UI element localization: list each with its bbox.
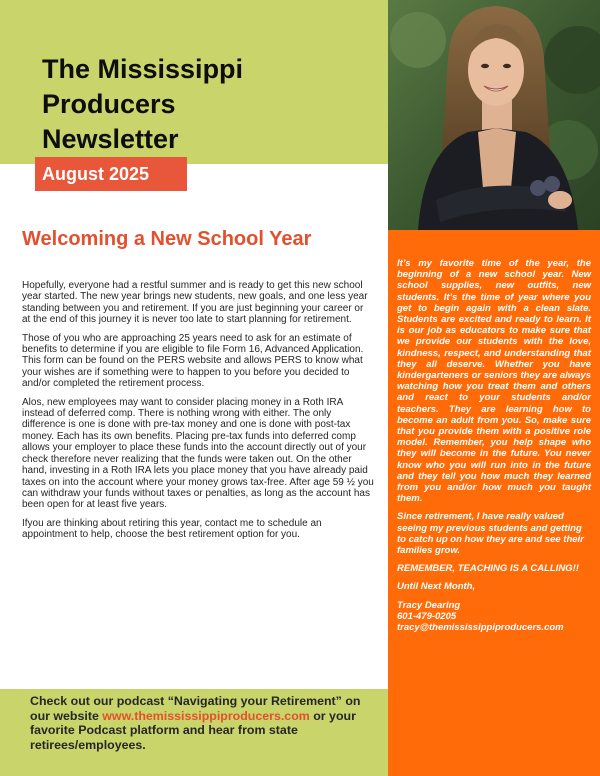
sidebar-paragraph-main: It’s my favorite time of the year, the beginning of a new school year. New school supplies, new outfits, new students. It’s the time of year where you get to begin again with a clean slate. Students are excited and ready to learn. It is our job as educators to make sure that we provide our students with the love, kindness, respect, and understanding that they all deserve. Whether you have kindergarteners or seniors they are always watching how you treat them and others and react to your students and/or teachers. They are learning how to become an adult from you. So, make sure that you provide them with a positive role model. Remember, you help shape who they will become in the future. You never know who you will run into in the future and they tell you how much they learned from you and/or how much you taught them. (397, 258, 591, 505)
article-paragraph-2: Those of you who are approaching 25 years need to ask for an estimate of benefits to determine if you are eligible to file Form 16, Advanced Application. This form can be found on the PERS website and allows PERS to know what your wishes are if something were to happen to you before you decided to and/or completed the retirement process. (22, 332, 364, 390)
sidebar-signoff: Until Next Month, (397, 581, 476, 593)
sidebar-contact (397, 600, 591, 634)
sidebar-calling: REMEMBER, TEACHING IS A CALLING!! (397, 563, 579, 575)
author-phone: 601-479-0205 (397, 610, 457, 622)
article-paragraph-3: Alos, new employees may want to consider placing money in a Roth IRA instead of deferred comp. There is nothing wrong with either. The only difference is one is done with pre-tax money and one is done with post-tax money. Each has its own benefits. Placing pre-tax funds into deferred comp allows your employer to place these funds into the account directly out of your check therefore never realizing that the funds were taken out. On the other hand, investing in a Roth IRA lets you place money that you have already paid taxes on into the account where your money grows tax-free. After age 59 ½ you can withdraw your funds without taxes or penalties, as long as the account has been open for at least five years. (22, 396, 374, 511)
title-line-3: Newsletter (42, 124, 179, 154)
author-name: Tracy Dearing (397, 599, 461, 611)
portrait-photo (388, 0, 600, 230)
title-line-1: The Mississippi (42, 54, 244, 84)
article-headline: Welcoming a New School Year (22, 228, 312, 250)
website-link[interactable]: www.themississippiproducers.com (102, 708, 310, 723)
title-line-2: Producers (42, 89, 176, 119)
article-paragraph-1: Hopefully, everyone had a restful summer and is ready to get this new school year started. The new year brings new students, new goals, and one less year standing between you and retirement. If you are just beginning your career or at the end of this journey it is never too late to start planning for retirement. (22, 280, 368, 326)
portrait-photo-icon (388, 0, 600, 230)
article-body (22, 280, 374, 548)
author-email[interactable]: tracy@themississippiproducers.com (397, 622, 564, 634)
date-badge: August 2025 (35, 157, 187, 191)
footer-text-before: Check out our podcast “Navigating your Retirement” on our website (30, 694, 361, 723)
footer-text-after: or your favorite Podcast platform and hear from state retirees/employees. (30, 708, 356, 752)
article-paragraph-4: Ifyou are thinking about retiring this year, contact me to schedule an appointment to help, choose the best retirement option for you. (22, 517, 322, 541)
newsletter-title (42, 52, 362, 157)
sidebar-message (397, 258, 591, 633)
footer-podcast-promo (30, 694, 382, 752)
sidebar-retirement-note: Since retirement, I have really valued seeing my previous students and getting to catch up on how they are and see their families grow. (397, 511, 584, 557)
